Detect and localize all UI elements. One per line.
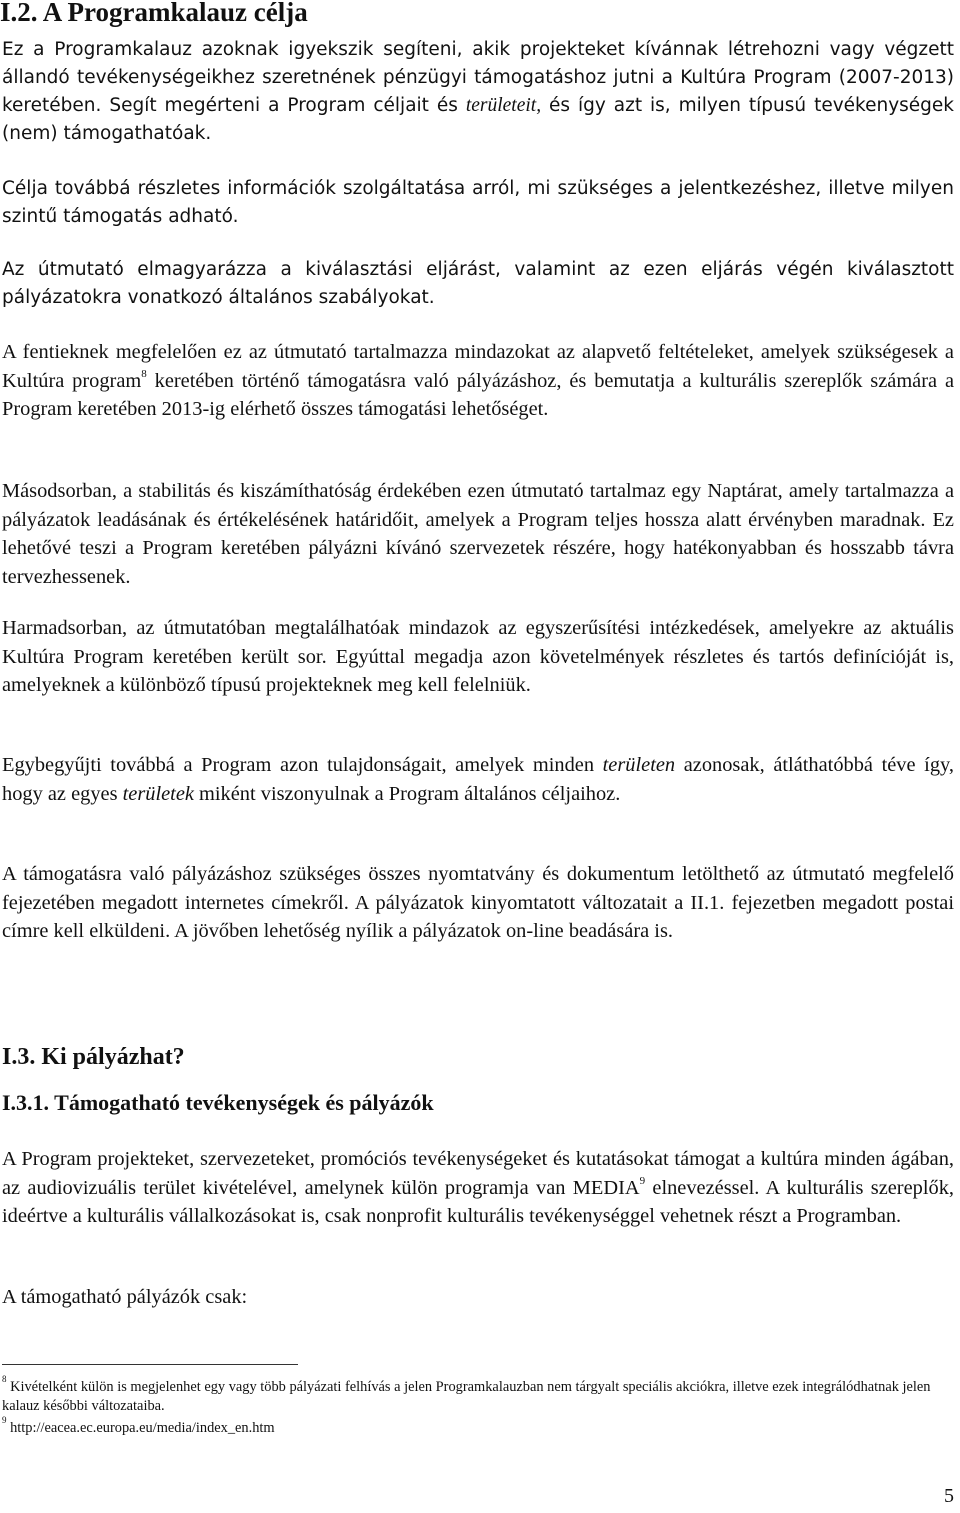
paragraph-simplification: Harmadsorban, az útmutatóban megtalálhatóak mindazok az egyszerűsítési intézkedések, amelyekre az aktuális Kultúra Program keretében került sor. Egyúttal megadja azon követelmények részletes és tartós definícióját is, amelyeknek a különböző típusú projekteknek meg kell felelniük. xyxy=(2,617,954,696)
text-run-italic: területeit, xyxy=(465,95,542,116)
paragraph-forms: A támogatásra való pályázáshoz szükséges összes nyomtatvány és dokumentum letölthető az útmutató megfelelő fejezetében megadott internetes címekről. A pályázatok kinyomtatott változatait a II.1. fejezetben megadott postai címre kell elküldeni. A jövőben lehetőség nyílik a pályázatok on-line beadására is. xyxy=(2,863,954,942)
footnote-text: Kivételként külön is megjelenhet egy vagy több pályázati felhívás a jelen Programkalauzban nem tárgyalt speciális akciókra, illetve ezek integrálódhatnak jelen kalauz későbbi változataiba. xyxy=(2,1379,931,1414)
footnote-marker: 8 xyxy=(2,1374,7,1385)
paragraph-conditions xyxy=(2,338,954,424)
footnote-reference: 9 xyxy=(639,1174,646,1187)
text-run: Ez a Programkalauz azoknak igyekszik segíteni, akik projekteket kívánnak létrehozni vagy végzett állandó tevékenységeikhez szeretnének pénzügyi támogatáshoz jutni a Kultúra Program (2007-2013) keretében. Segít megérteni a Program céljait és xyxy=(2,39,954,116)
text-run: és így azt is, milyen típusú tevékenységek (nem) támogathatóak. xyxy=(2,95,954,144)
text-run: Egybegyűjti továbbá a Program azon tulajdonságait, amelyek minden xyxy=(2,754,603,776)
paragraph-program-scope xyxy=(2,1145,954,1231)
footnote-marker: 9 xyxy=(2,1415,7,1426)
paragraph-information: Célja továbbá részletes információk szolgáltatása arról, mi szükséges a jelentkezéshez, illetve milyen szintű támogatás adható. xyxy=(2,178,954,227)
text-run: azonosak, átláthatóbbá téve így, hogy az egyes xyxy=(2,754,954,805)
heading-eligible-activities: I.3.1. Támogatható tevékenységek és pályázók xyxy=(2,1090,434,1115)
paragraph-calendar: Másodsorban, a stabilitás és kiszámíthatóság érdekében ezen útmutató tartalmaz egy Naptárat, amely tartalmazza a pályázatok leadásának és értékelésének határidőit, amelyek a Program teljes hossza alatt érvényben maradnak. Ez lehetővé teszi a Program keretében pályázni kívánó szervezetek részére, hogy hatékonyabban és hosszabb távra tervezhessenek. xyxy=(2,480,954,588)
footnote-link[interactable]: http://eacea.ec.europa.eu/media/index_en.htm xyxy=(6,1420,275,1436)
text-run: elnevezéssel. A kulturális szereplők, ideértve a kulturális vállalkozásokat is, csak nonprofit kulturális tevékenységgel vehetnek részt a Programban. xyxy=(2,1176,954,1227)
text-run: keretében történő támogatásra való pályázáshoz, és bemutatja a kulturális szereplők számára a Program keretében 2013-ig elérhető összes támogatási lehetőséget. xyxy=(2,369,954,420)
text-run: A fentieknek megfelelően ez az útmutató tartalmazza mindazokat az alapvető feltételeket, amelyek szükségesek a Kultúra program xyxy=(2,341,954,392)
paragraph-properties xyxy=(2,751,954,808)
page-number: 5 xyxy=(944,1485,954,1507)
footnote-8 xyxy=(2,1374,954,1416)
paragraph-eligible-applicants: A támogatható pályázók csak: xyxy=(2,1286,248,1308)
footnote-separator xyxy=(2,1364,298,1365)
paragraph-purpose xyxy=(2,36,954,148)
heading-who-can-apply: I.3. Ki pályázhat? xyxy=(2,1044,185,1070)
footnote-9 xyxy=(2,1415,954,1438)
footnote-reference: 8 xyxy=(141,367,147,380)
text-run: A Program projekteket, szervezeteket, promóciós tevékenységeket és kutatásokat támogat a kultúra minden ágában, az audiovizuális terület kivételével, amelynek külön programja van MEDIA xyxy=(2,1148,954,1199)
text-run: miként viszonyulnak a Program általános céljaihoz. xyxy=(193,782,621,805)
text-run-italic: területek xyxy=(122,782,194,805)
section-title: I.2. A Programkalauz célja xyxy=(0,0,308,27)
text-run-italic: területen xyxy=(602,754,676,776)
paragraph-selection: Az útmutató elmagyarázza a kiválasztási eljárást, valamint az ezen eljárás végén kiválasztott pályázatokra vonatkozó általános szabályokat. xyxy=(2,259,954,308)
